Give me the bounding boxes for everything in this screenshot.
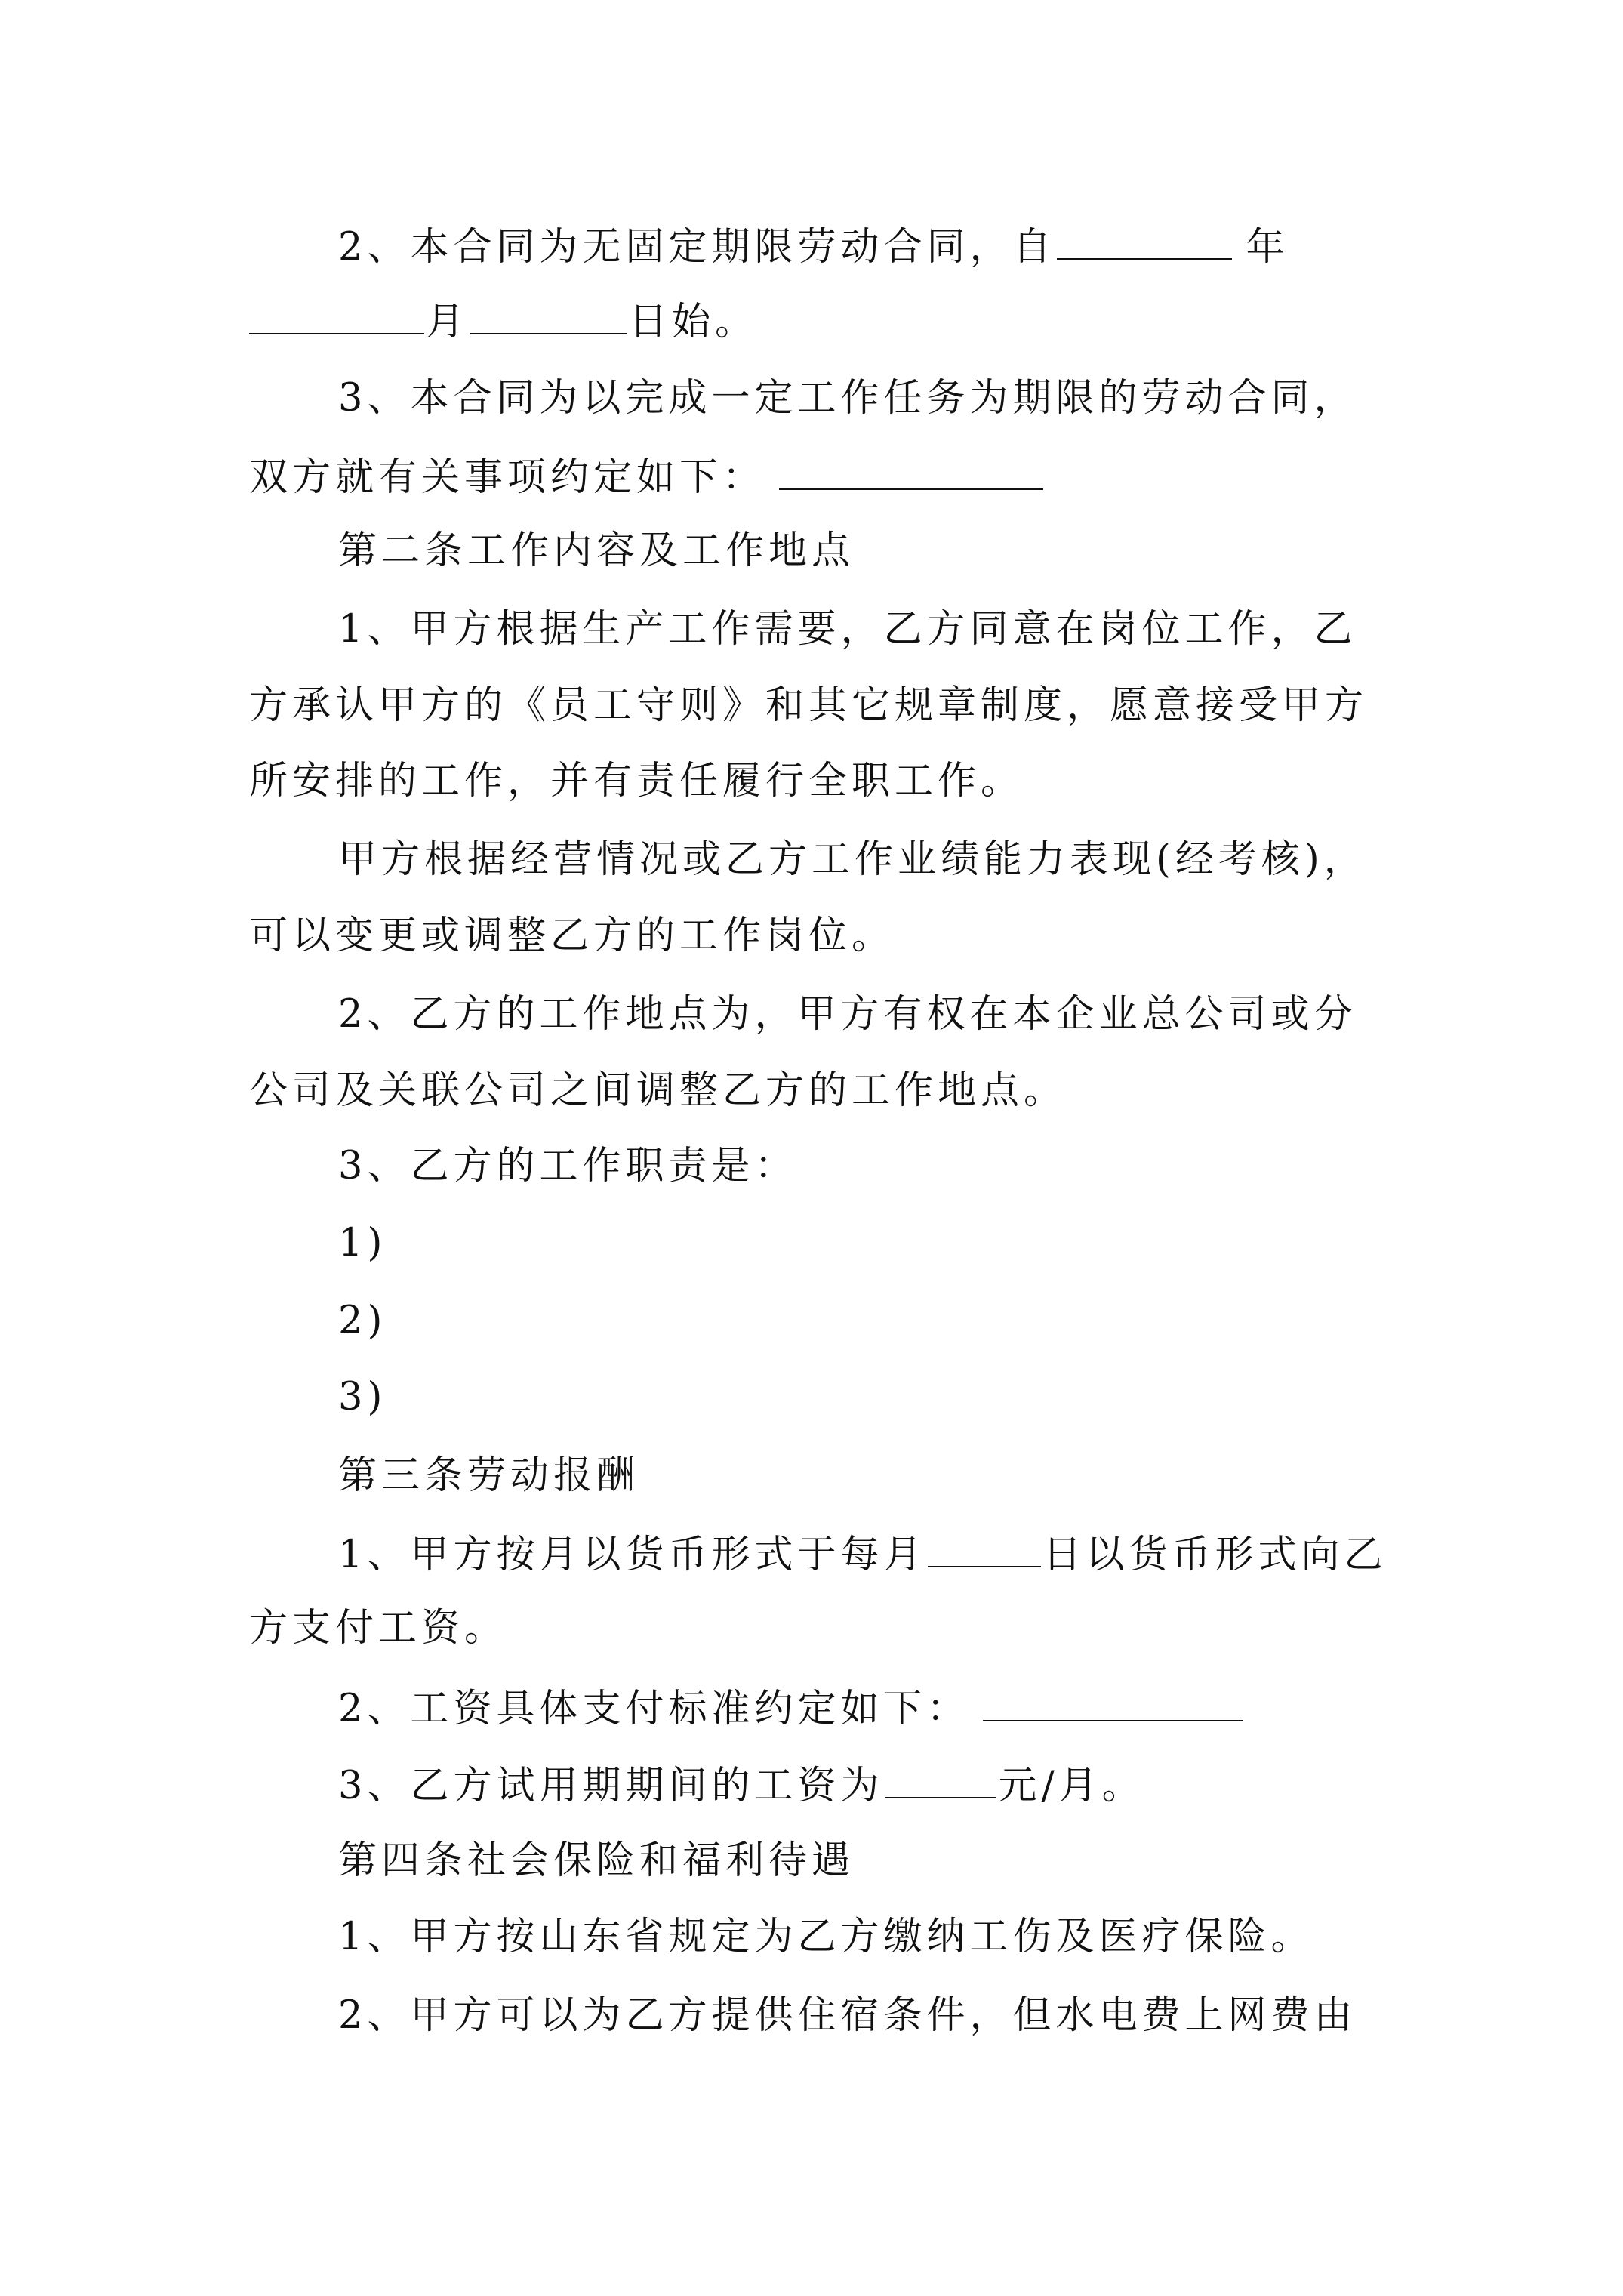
year-blank [1057, 225, 1232, 260]
article-3-heading: 第三条劳动报酬 [338, 1453, 640, 1498]
salary-standard-label: 2、工资具体支付标准约定如下： [338, 1687, 970, 1731]
year-label: 年 [1246, 225, 1289, 270]
trial-salary-suffix: 元/月。 [998, 1764, 1145, 1808]
payday-suffix: 日以货币形式向乙 [1042, 1533, 1387, 1577]
article-3-item-1-line-2: 方支付工资。 [249, 1606, 508, 1650]
duty-item-1: 1) [338, 1221, 387, 1265]
article-2-note-line-1: 甲方根据经营情况或乙方工作业绩能力表现(经考核)， [338, 837, 1367, 882]
article-2-item-2-line-2: 公司及关联公司之间调整乙方的工作地点。 [249, 1068, 1067, 1113]
article-2-heading: 第二条工作内容及工作地点 [338, 529, 855, 573]
article-4-item-2: 2、甲方可以为乙方提供住宿条件，但水电费上网费由 [338, 1993, 1357, 2038]
month-label: 月 [426, 300, 470, 344]
article-3-item-3 [338, 1764, 1145, 1808]
contract-term-item-3-line-1: 3、本合同为以完成一定工作任务为期限的劳动合同， [338, 376, 1357, 421]
article-2-note-line-2: 可以变更或调整乙方的工作岗位。 [249, 914, 895, 958]
article-3-item-1-line-1 [338, 1533, 1387, 1577]
agreement-blank [779, 455, 1043, 490]
duty-item-2: 2) [338, 1299, 387, 1343]
day-suffix: 日始。 [629, 300, 759, 344]
contract-term-item-2-text: 2、本合同为无固定期限劳动合同，自 [338, 225, 1056, 270]
trial-salary-blank [885, 1764, 996, 1798]
duty-item-3: 3) [338, 1375, 387, 1419]
article-2-item-1-line-1: 1、甲方根据生产工作需要，乙方同意在岗位工作，乙 [338, 607, 1357, 652]
article-2-item-2-line-1: 2、乙方的工作地点为，甲方有权在本企业总公司或分 [338, 992, 1357, 1037]
article-4-heading: 第四条社会保险和福利待遇 [338, 1838, 855, 1883]
article-4-item-1: 1、甲方按山东省规定为乙方缴纳工伤及医疗保险。 [338, 1915, 1314, 1959]
month-blank [249, 300, 424, 334]
salary-standard-blank [983, 1687, 1243, 1721]
article-2-item-3: 3、乙方的工作职责是： [338, 1144, 798, 1188]
contract-term-item-2 [338, 225, 1289, 270]
trial-salary-prefix: 3、乙方试用期期间的工资为 [338, 1764, 884, 1808]
contract-term-item-2-continued [249, 300, 759, 344]
agreement-label: 双方就有关事项约定如下： [249, 455, 766, 500]
payday-blank [928, 1533, 1041, 1567]
day-blank [470, 300, 627, 334]
payday-prefix: 1、甲方按月以货币形式于每月 [338, 1533, 927, 1577]
article-2-item-1-line-3: 所安排的工作，并有责任履行全职工作。 [249, 759, 1024, 803]
article-3-item-2 [338, 1687, 1243, 1731]
contract-term-item-3-line-2 [249, 455, 1043, 500]
article-2-item-1-line-2: 方承认甲方的《员工守则》和其它规章制度，愿意接受甲方 [249, 683, 1369, 728]
